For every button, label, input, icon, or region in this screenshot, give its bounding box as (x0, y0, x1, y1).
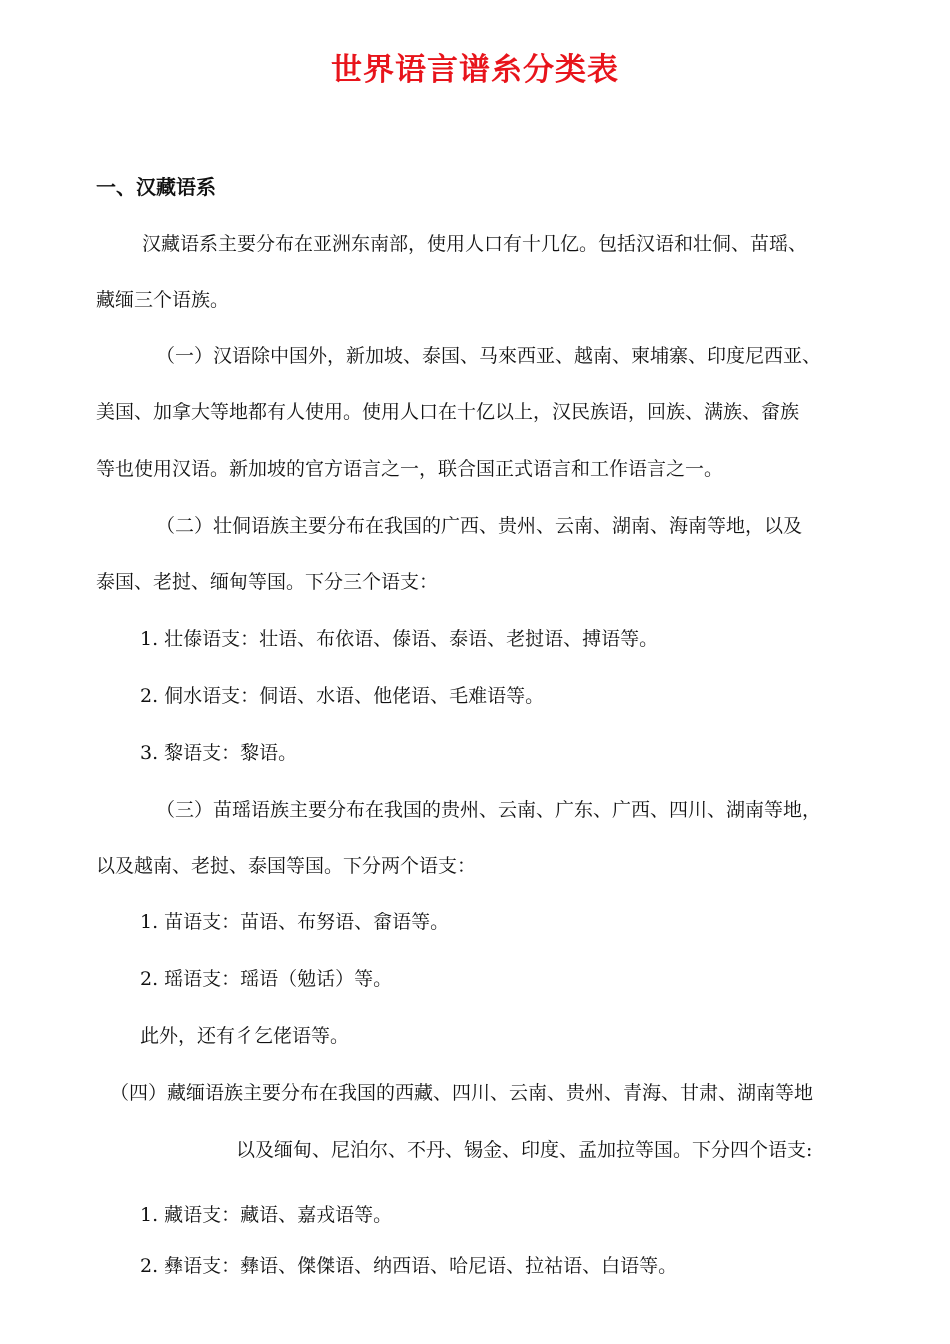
list-item-tibetan: 1. 藏语支：藏语、嘉戎语等。 (140, 1204, 393, 1226)
list-item-hlai: 3. 黎语支：黎语。 (140, 742, 298, 764)
list-item-kam-sui: 2. 侗水语支：侗语、水语、他佬语、毛难语等。 (140, 685, 545, 707)
paragraph-intro-line-1: 汉藏语系主要分布在亚洲东南部，使用人口有十几亿。包括汉语和壮侗、苗瑶、 (142, 233, 808, 255)
list-item-zhuang-dai: 1. 壮傣语支：壮语、布依语、傣语、泰语、老挝语、搏语等。 (140, 628, 659, 650)
paragraph-hmong-mien-line-1: （三）苗瑶语族主要分布在我国的贵州、云南、广东、广西、四川、湖南等地， (156, 799, 822, 821)
paragraph-hmong-mien-line-2: 以及越南、老挝、泰国等国。下分两个语支： (96, 855, 477, 877)
document-title: 世界语言谱糸分类表 (331, 52, 619, 88)
section-heading-sino-tibetan: 一、汉藏语系 (96, 175, 216, 199)
paragraph-kam-tai-line-1: （二）壮侗语族主要分布在我国的广西、贵州、云南、湖南、海南等地，以及 (156, 515, 803, 537)
paragraph-chinese-line-2: 美国、加拿大等地都有人使用。使用人口在十亿以上，汉民族语，回族、满族、畲族 (96, 401, 800, 423)
paragraph-tibeto-burman-line-2: 以及缅甸、尼泊尔、不丹、锡金、印度、孟加拉等国。下分四个语支: (236, 1139, 813, 1161)
list-item-hmong: 1. 苗语支：苗语、布努语、畲语等。 (140, 911, 450, 933)
list-item-yi: 2. 彝语支：彝语、傑傑语、纳西语、哈尼语、拉祜语、白语等。 (140, 1255, 678, 1277)
list-item-yao: 2. 瑶语支：瑶语（勉话）等。 (140, 968, 393, 990)
paragraph-gelao-note: 此外，还有彳乞佬语等。 (140, 1025, 350, 1047)
paragraph-intro-line-2: 藏缅三个语族。 (96, 289, 230, 311)
paragraph-kam-tai-line-2: 泰国、老挝、缅甸等国。下分三个语支： (96, 571, 439, 593)
paragraph-chinese-line-1: （一）汉语除中国外，新加坡、泰国、马來西亚、越南、柬埔寨、印度尼西亚、 (156, 345, 822, 367)
paragraph-tibeto-burman-line-1: （四）藏缅语族主要分布在我国的西藏、四川、云南、贵州、青海、甘肃、湖南等地 (110, 1082, 814, 1104)
paragraph-chinese-line-3: 等也使用汉语。新加坡的官方语言之一，联合国正式语言和工作语言之一。 (96, 458, 724, 480)
